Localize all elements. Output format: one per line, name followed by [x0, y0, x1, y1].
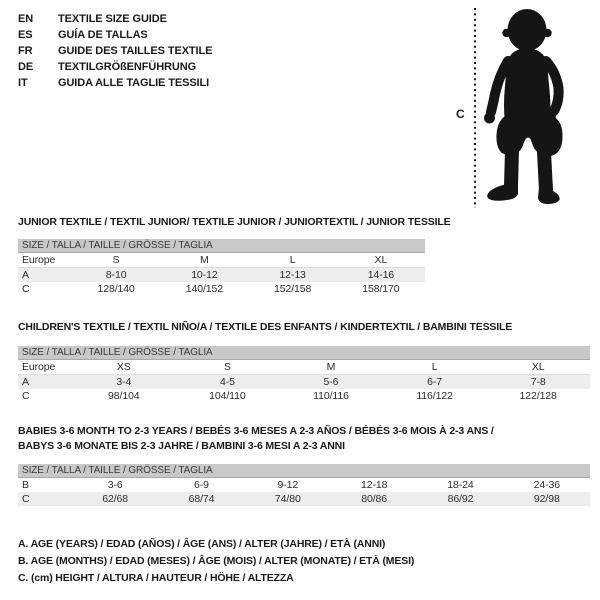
cell: 5-6 — [323, 376, 339, 388]
row-label: C — [22, 283, 30, 295]
size-table-section-babies — [18, 424, 590, 506]
height-measure-label: C — [456, 107, 465, 121]
cell: 92/98 — [533, 493, 560, 505]
baby-silhouette-icon — [483, 4, 585, 210]
lang-code: EN — [18, 13, 34, 25]
cell: 152/158 — [273, 283, 312, 295]
size-table-section-junior — [18, 216, 451, 296]
column-header: XS — [116, 361, 131, 373]
lang-title: TEXTILGRÖßENFÜHRUNG — [58, 61, 197, 73]
cell: 7-8 — [530, 376, 546, 388]
lang-row-fr — [18, 43, 212, 59]
cell: 110/116 — [313, 390, 349, 402]
legend-line-c: C. (cm) HEIGHT / ALTURA / HAUTEUR / HÖHE / ALTEZZA — [18, 572, 294, 584]
cell: 18-24 — [447, 479, 474, 491]
cell: 3-4 — [116, 376, 132, 388]
lang-title: TEXTILE SIZE GUIDE — [58, 13, 167, 25]
column-header: S — [223, 361, 231, 373]
size-header-bar: SIZE / TALLA / TAILLE / GRÖSSE / TAGLIA — [18, 239, 425, 253]
table-row-c — [18, 282, 425, 296]
size-header-bar: SIZE / TALLA / TAILLE / GRÖSSE / TAGLIA — [18, 464, 590, 478]
table-row-b — [18, 478, 590, 492]
height-dotted-line — [473, 8, 477, 208]
lang-row-en — [18, 11, 212, 27]
cell: 98/104 — [108, 390, 140, 402]
column-header: S — [112, 254, 120, 266]
cell: 86/92 — [447, 493, 474, 505]
column-header-row — [18, 360, 590, 375]
column-header: M — [326, 361, 336, 373]
table-row-a — [18, 375, 590, 389]
language-header — [18, 11, 212, 91]
lang-title: GUÍA DE TALLAS — [58, 29, 148, 41]
cell: 128/140 — [97, 283, 135, 295]
cell: 68/74 — [188, 493, 215, 505]
column-header: XL — [531, 361, 545, 373]
column-header: XL — [374, 254, 388, 266]
legend-line-a: A. AGE (YEARS) / EDAD (AÑOS) / ÂGE (ANS) / ALTER (JAHRE) / ETÀ (ANNI) — [18, 538, 386, 550]
cell: 140/152 — [185, 283, 223, 295]
table-title: JUNIOR TEXTILE / TEXTIL JUNIOR/ TEXTILE JUNIOR / JUNIORTEXTIL / JUNIOR TESSILE — [18, 216, 451, 228]
table-row-a — [18, 268, 425, 282]
cell: 6-9 — [194, 479, 209, 491]
cell: 122/128 — [519, 390, 557, 402]
table-row-c — [18, 492, 590, 506]
size-table-junior — [18, 239, 425, 296]
cell: 12-18 — [360, 479, 388, 491]
row-label: A — [22, 269, 29, 281]
column-header: M — [200, 254, 209, 266]
lang-code: ES — [18, 29, 33, 41]
table-title-line2: BABYS 3-6 MONATE BIS 2-3 JAHRE / BAMBINI 3-6 MESI A 2-3 ANNI — [18, 440, 345, 452]
cell: 14-16 — [367, 269, 395, 281]
row-label: B — [22, 479, 29, 491]
region-label: Europe — [22, 254, 56, 266]
lang-title: GUIDA ALLE TAGLIE TESSILI — [58, 77, 210, 89]
cell: 74/80 — [274, 493, 301, 505]
size-table-section-children — [18, 321, 590, 403]
size-table-babies — [18, 464, 590, 506]
legend-line-b: B. AGE (MONTHS) / EDAD (MESES) / ÂGE (MOIS) / ALTER (MONATE) / ETÀ (MESI) — [18, 555, 415, 567]
cell: 24-36 — [533, 479, 560, 491]
lang-row-de — [18, 59, 212, 75]
measurement-legend — [18, 536, 414, 587]
cell: 8-10 — [105, 269, 127, 281]
cell: 3-6 — [107, 479, 123, 491]
column-header: L — [431, 361, 438, 373]
lang-code: FR — [18, 45, 33, 57]
cell: 116/122 — [416, 390, 453, 402]
lang-code: IT — [18, 77, 28, 89]
row-label: A — [22, 376, 29, 388]
table-title: CHILDREN'S TEXTILE / TEXTIL NIÑO/A / TEXTILE DES ENFANTS / KINDERTEXTIL / BAMBINI TESSILE — [18, 321, 513, 333]
column-header: L — [289, 254, 296, 266]
cell: 158/170 — [362, 283, 400, 295]
cell: 10-12 — [191, 269, 218, 281]
lang-row-it — [18, 75, 212, 91]
lang-title: GUIDE DES TAILLES TEXTILE — [58, 45, 213, 57]
lang-code: DE — [18, 61, 34, 73]
cell: 4-5 — [219, 376, 235, 388]
column-header-row — [18, 253, 425, 268]
table-title-line1: BABIES 3-6 MONTH TO 2-3 YEARS / BEBÉS 3-6 MESES A 2-3 AÑOS / BÉBÉS 3-6 MOIS À 2-3 ANS / — [18, 425, 494, 437]
row-label: C — [22, 390, 30, 402]
cell: 80/86 — [361, 493, 388, 505]
cell: 104/110 — [209, 390, 246, 402]
cell: 9-12 — [277, 479, 299, 491]
lang-row-es — [18, 27, 212, 43]
row-label: C — [22, 493, 30, 505]
size-header-bar: SIZE / TALLA / TAILLE / GRÖSSE / TAGLIA — [18, 346, 590, 360]
region-label: Europe — [22, 361, 56, 373]
size-table-children — [18, 346, 590, 403]
cell: 6-7 — [427, 376, 443, 388]
cell: 12-13 — [279, 269, 306, 281]
cell: 62/68 — [102, 493, 129, 505]
table-row-c — [18, 389, 590, 403]
